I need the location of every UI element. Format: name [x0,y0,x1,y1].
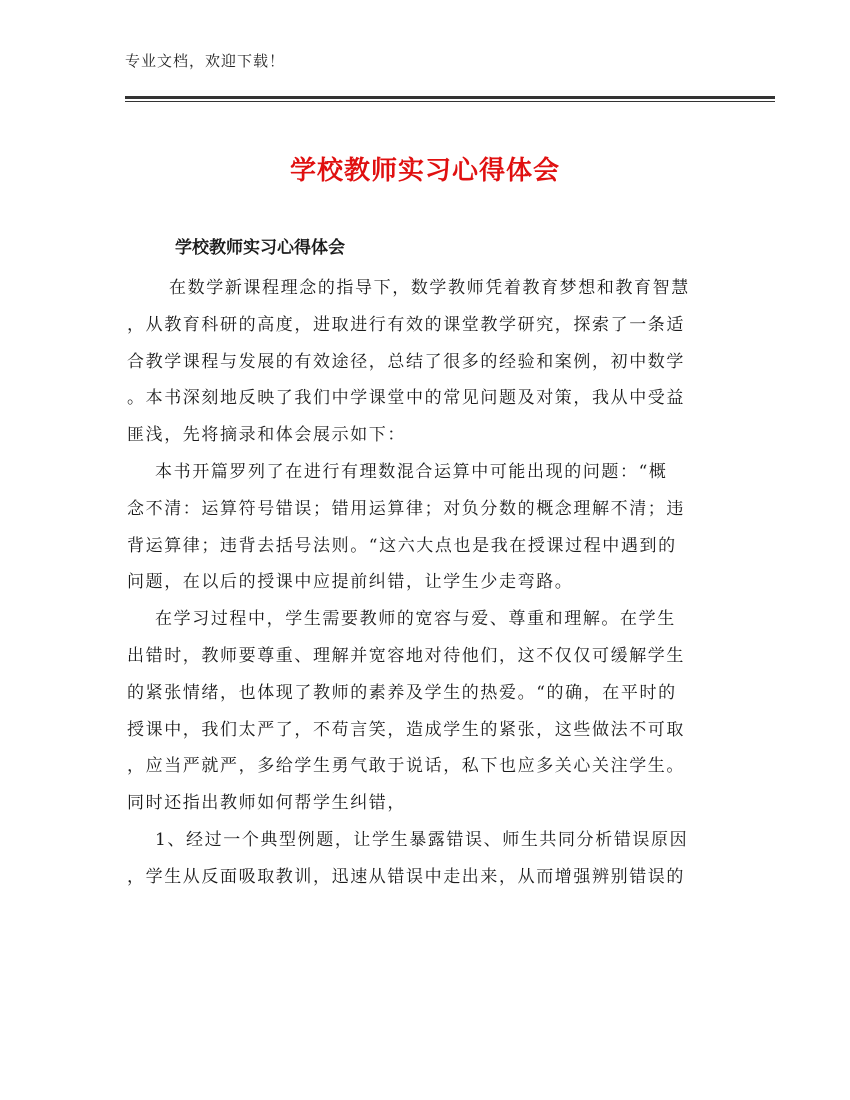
text-line: 在数学新课程理念的指导下，数学教师凭着教育梦想和教育智慧 [127,278,690,298]
text-line: 念不清：运算符号错误；错用运算律；对负分数的概念理解不清；违 [127,498,685,519]
text-line: 授课中，我们太严了，不苟言笑，造成学生的紧张，这些做法不可取 [127,719,685,740]
header-rule-thick [125,96,775,99]
paragraph-1 [127,270,727,454]
text-line: 同时还指出教师如何帮学生纠错， [127,793,406,814]
text-line: 在学习过程中，学生需要教师的宽容与爱、尊重和理解。在学生 [127,609,676,630]
text-line: 。本书深刻地反映了我们中学课堂中的常见问题及对策，我从中受益 [127,388,685,409]
paragraph-3 [127,601,727,822]
document-body [127,270,727,896]
text-line: 出错时，教师要尊重、理解并宽容地对待他们，这不仅仅可缓解学生 [127,645,685,666]
header-note: 专业文档，欢迎下载！ [125,52,286,70]
text-line: 本书开篇罗列了在进行有理数混合运算中可能出现的问题：“概 [127,461,668,482]
text-line: 问题，在以后的授课中应提前纠错，让学生少走弯路。 [127,572,574,593]
text-line: 的紧张情绪，也体现了教师的素养及学生的热爱。“的确，在平时的 [127,682,677,703]
text-line: ，从教育科研的高度，进取进行有效的课堂教学研究，探索了一条适 [127,314,685,335]
text-line: ，应当严就严，多给学生勇气敢于说话，私下也应多关心关注学生。 [127,756,685,777]
text-line: 1、经过一个典型例题，让学生暴露错误、师生共同分析错误原因 [127,829,689,850]
text-line: 匪浅，先将摘录和体会展示如下： [127,425,406,446]
text-line: 合教学课程与发展的有效途径，总结了很多的经验和案例，初中数学 [127,351,685,372]
header-rule-thin [125,101,775,102]
text-line: ，学生从反面吸取教训，迅速从错误中走出来，从而增强辨别错误的 [127,866,685,887]
text-line: 背运算律；违背去括号法则。“这六大点也是我在授课过程中遇到的 [127,535,677,556]
paragraph-2 [127,454,727,601]
paragraph-4 [127,822,727,896]
document-subtitle: 学校教师实习心得体会 [175,238,345,258]
document-title: 学校教师实习心得体会 [289,156,560,186]
